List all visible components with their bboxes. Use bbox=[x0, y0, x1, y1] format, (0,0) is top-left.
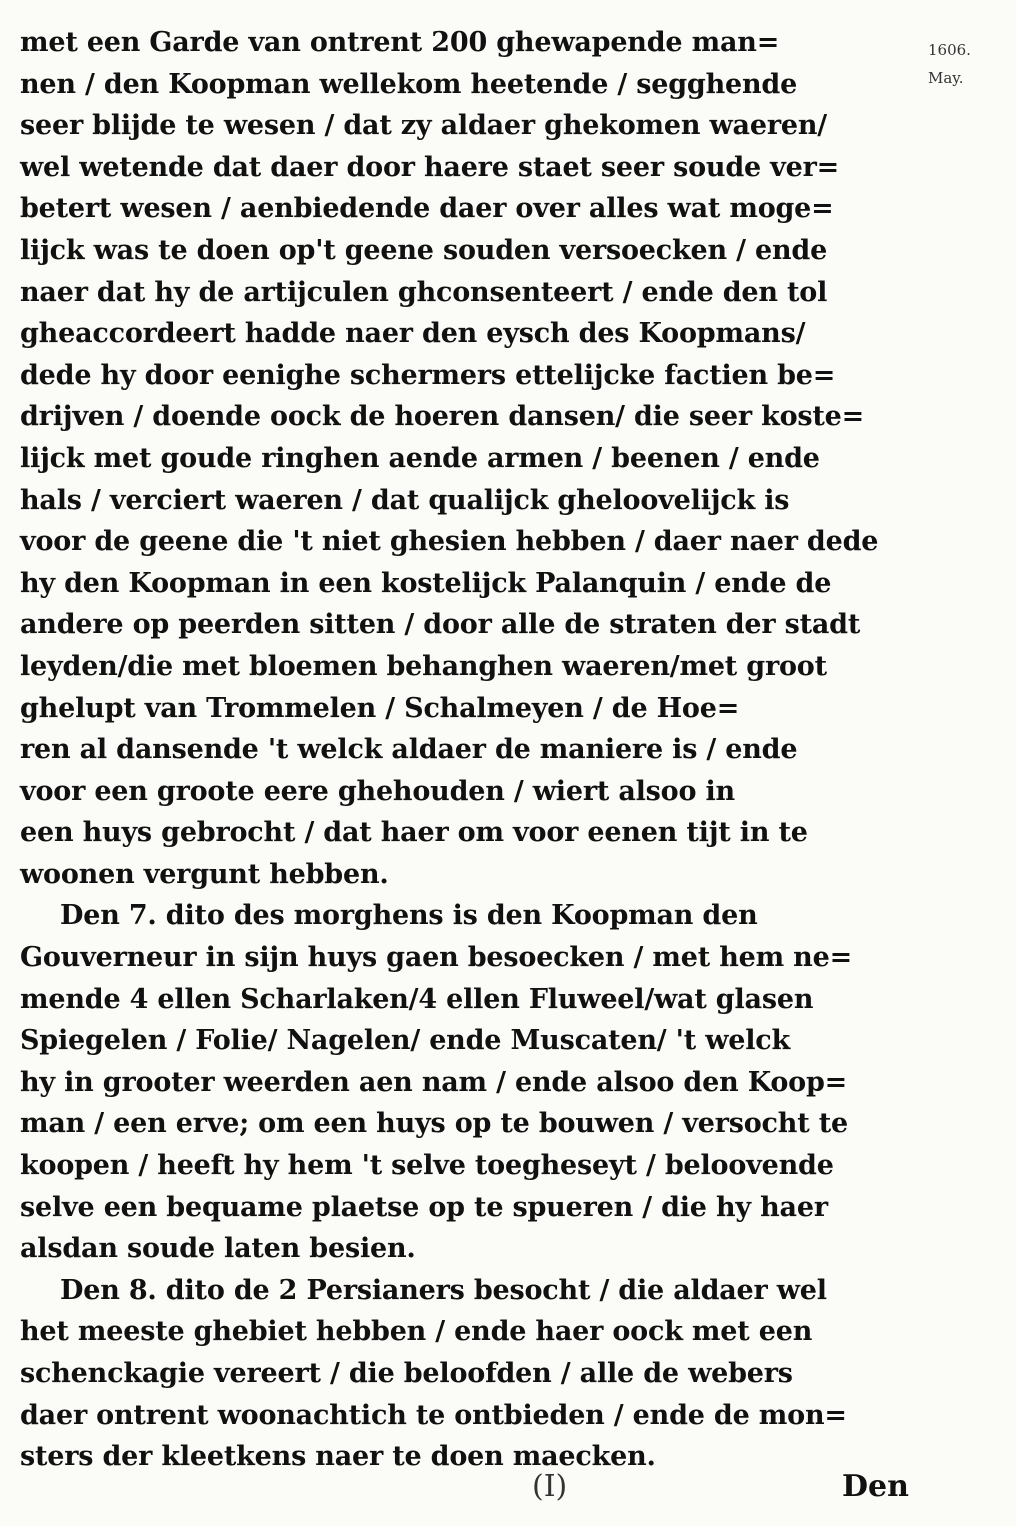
text-line: betert wesen / aenbiedende daer over alles wat moge= bbox=[20, 193, 834, 225]
text-line: leyden/die met bloemen behanghen waeren/met groot bbox=[20, 650, 827, 682]
text-line: seer blijde te wesen / dat zy aldaer ghekomen waeren/ bbox=[20, 110, 827, 142]
body-text bbox=[20, 22, 920, 1478]
text-line: andere op peerden sitten / door alle de straten der stadt bbox=[20, 609, 861, 641]
text-line: man / een erve; om een huys op te bouwen / versocht te bbox=[20, 1108, 848, 1140]
text-line: drijven / doende oock de hoeren dansen/ die seer koste= bbox=[20, 401, 865, 433]
text-line: lijck met goude ringhen aende armen / beenen / ende bbox=[20, 442, 820, 474]
text-line: dede hy door eenighe schermers ettelijcke factien be= bbox=[20, 359, 836, 391]
catchword: Den bbox=[842, 1469, 909, 1504]
text-line: hals / verciert waeren / dat qualijck gheloovelijck is bbox=[20, 484, 790, 516]
text-line: met een Garde van ontrent 200 ghewapende man= bbox=[20, 27, 780, 58]
text-line: gheaccordeert hadde naer den eysch des Koopmans/ bbox=[20, 318, 806, 350]
text-line: ghelupt van Trommelen / Schalmeyen / de Hoe= bbox=[20, 692, 740, 724]
text-line: wel wetende dat daer door haere staet seer soude ver= bbox=[20, 151, 840, 183]
text-line: voor een groote eere ghehouden / wiert alsoo in bbox=[20, 775, 735, 807]
text-line: mende 4 ellen Scharlaken/4 ellen Fluweel/wat glasen bbox=[20, 983, 814, 1015]
text-line: selve een bequame plaetse op te spueren / die hy haer bbox=[20, 1191, 828, 1223]
text-line: daer ontrent woonachtich te ontbieden / ende de mon= bbox=[20, 1399, 847, 1431]
text-line: sters der kleetkens naer te doen maecken. bbox=[20, 1441, 656, 1473]
text-line: woonen vergunt hebben. bbox=[20, 858, 389, 890]
text-line: Gouverneur in sijn huys gaen besoecken / met hem ne= bbox=[20, 942, 853, 974]
page-footer bbox=[0, 1462, 1016, 1512]
text-line: een huys gebrocht / dat haer om voor eenen tijt in te bbox=[20, 817, 808, 849]
text-line: koopen / heeft hy hem 't selve toegheseyt / beloovende bbox=[20, 1150, 834, 1182]
paragraph-start-line: Den 8. dito de 2 Persianers besocht / die aldaer wel bbox=[60, 1274, 827, 1306]
margin-note-month: May. bbox=[928, 69, 964, 87]
paragraph-start-line: Den 7. dito des morghens is den Koopman den bbox=[60, 900, 758, 932]
text-line: hy den Koopman in een kostelijck Palanquin / ende de bbox=[20, 567, 832, 599]
text-line: alsdan soude laten besien. bbox=[20, 1233, 416, 1265]
text-line: schenckagie vereert / die beloofden / alle de webers bbox=[20, 1358, 793, 1389]
text-line: voor de geene die 't niet ghesien hebben / daer naer dede bbox=[20, 526, 879, 558]
margin-note bbox=[928, 36, 1008, 92]
text-line: het meeste ghebiet hebben / ende haer oock met een bbox=[20, 1316, 813, 1348]
text-line: ren al dansende 't welck aldaer de maniere is / ende bbox=[20, 734, 798, 766]
text-line: Spiegelen / Folie/ Nagelen/ ende Muscaten/ 't welck bbox=[20, 1025, 791, 1057]
text-line: nen / den Koopman wellekom heetende / segghende bbox=[20, 68, 798, 100]
signature-mark: (I) bbox=[532, 1469, 568, 1504]
text-line: naer dat hy de artijculen ghconsenteert / ende den tol bbox=[20, 276, 828, 308]
text-line: hy in grooter weerden aen nam / ende alsoo den Koop= bbox=[20, 1066, 848, 1098]
margin-note-year: 1606. bbox=[928, 41, 971, 59]
text-line: lijck was te doen op't geene souden versoecken / ende bbox=[20, 234, 828, 266]
